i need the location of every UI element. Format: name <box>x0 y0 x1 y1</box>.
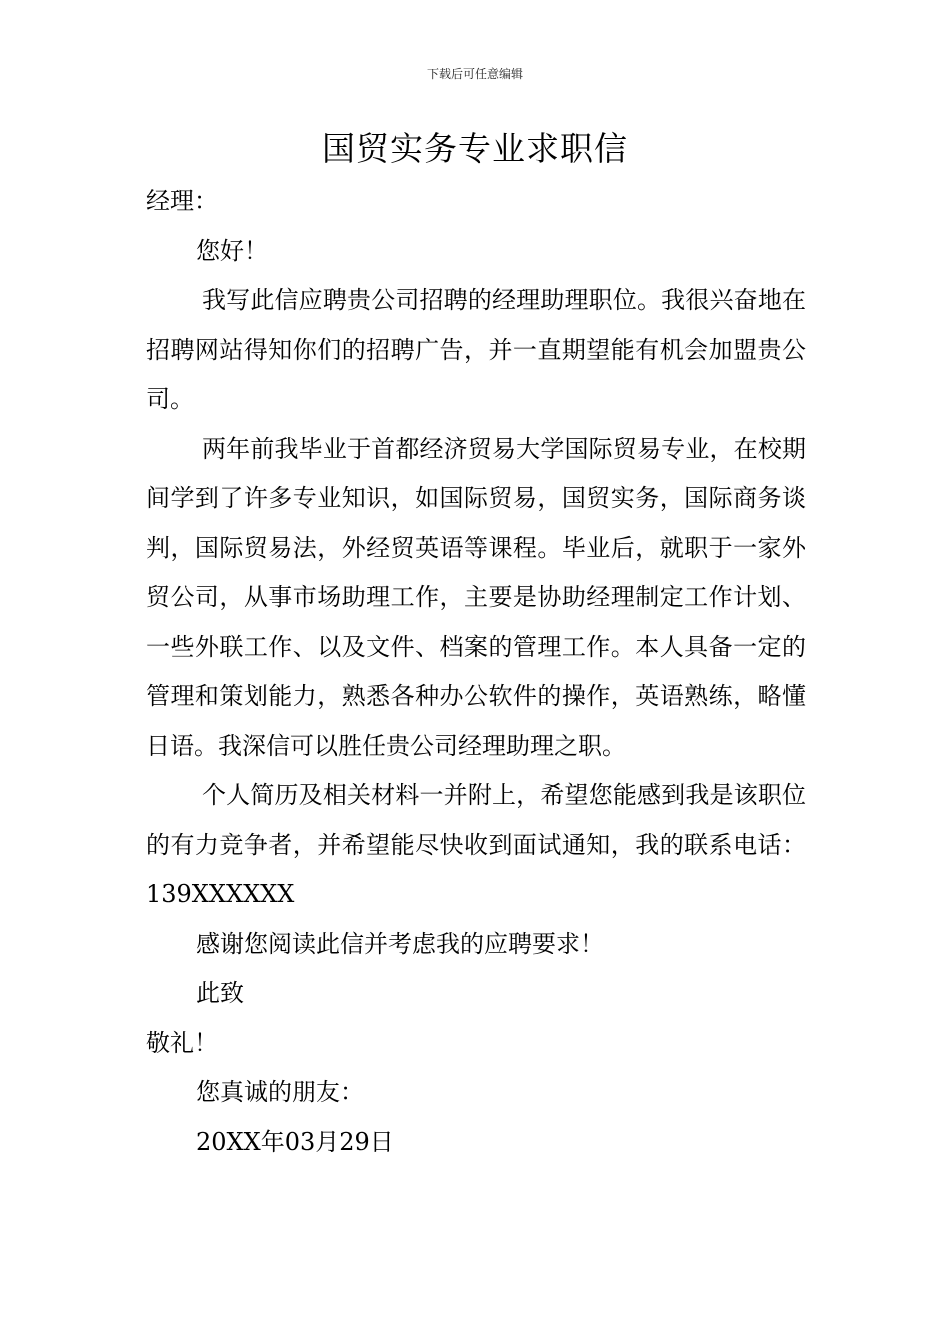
paragraph-intro: 我写此信应聘贵公司招聘的经理助理职位。我很兴奋地在招聘网站得知你们的招聘广告，并一直期望能有机会加盟贵公司。 <box>146 286 806 413</box>
paragraph-attachment: 个人简历及相关材料一并附上，希望您能感到我是该职位的有力竞争者，并希望能尽快收到面试通知，我的联系电话：139XXXXXX <box>146 781 806 908</box>
paragraph-background: 两年前我毕业于首都经济贸易大学国际贸易专业，在校期间学到了许多专业知识，如国际贸易，国贸实务，国际商务谈判，国际贸易法，外经贸英语等课程。毕业后，就职于一家外贸公司，从事市场助理工作，主要是协助经理制定工作计划、一些外联工作、以及文件、档案的管理工作。本人具备一定的管理和策划能力，熟悉各种办公软件的操作，英语熟练，略懂日语。我深信可以胜任贵公司经理助理之职。 <box>146 434 806 760</box>
document-title: 国贸实务专业求职信 <box>322 129 628 168</box>
salutation: 经理： <box>146 187 218 215</box>
date-line: 20XX年03月29日 <box>196 1127 394 1156</box>
letter-body <box>146 177 806 1167</box>
thanks-line: 感谢您阅读此信并考虑我的应聘要求！ <box>196 929 604 958</box>
header-note: 下载后可任意编辑 <box>426 67 523 81</box>
closing-line-1: 此致 <box>196 979 244 1007</box>
closing-line-2: 敬礼！ <box>146 1028 218 1057</box>
greeting: 您好！ <box>196 236 268 265</box>
signature-line: 您真诚的朋友： <box>196 1078 364 1106</box>
